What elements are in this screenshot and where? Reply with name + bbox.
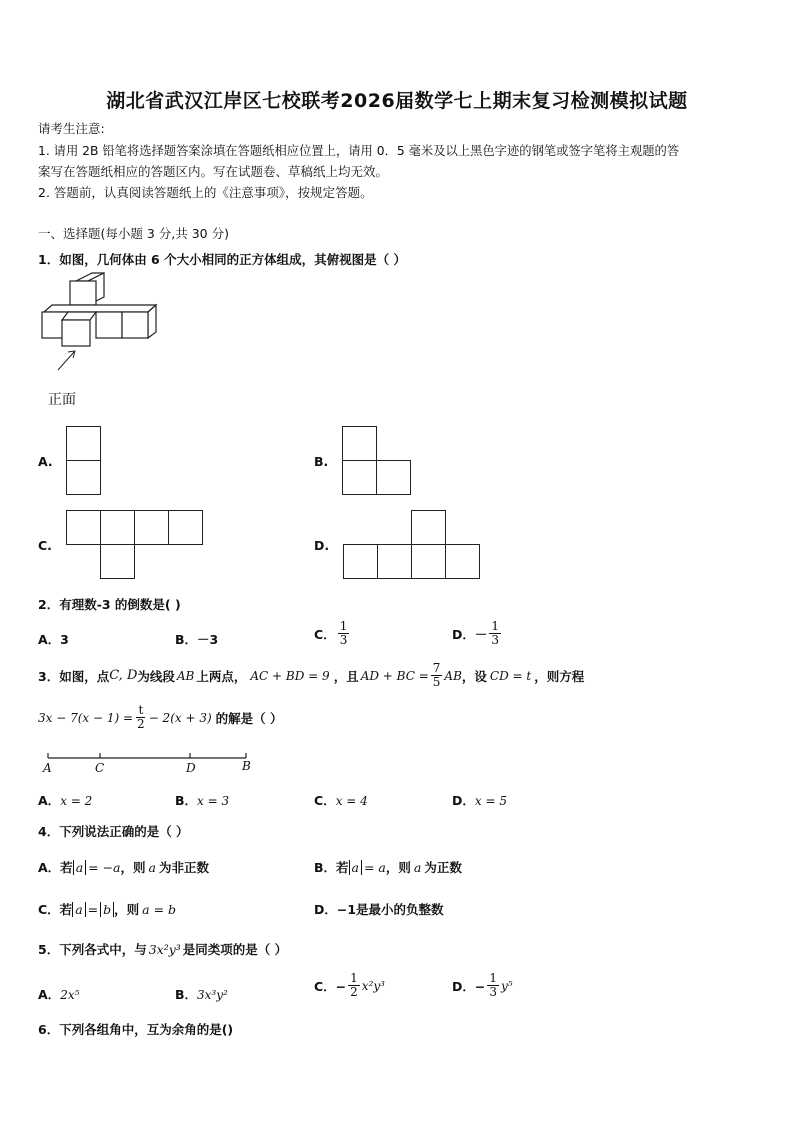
option-text: ，则 [120, 860, 146, 875]
segment-label-d: D [186, 761, 196, 775]
q1-solid-figure [38, 272, 168, 382]
fraction-numerator: 1 [350, 971, 358, 985]
q3-stem-part: ，则方程 [534, 668, 585, 684]
option-letter: A． [38, 793, 61, 808]
option-var: a [148, 859, 156, 875]
notice-item1-line2: 案写在答题纸相应的答题区内。写在试题卷、草稿纸上均无效。 [38, 164, 389, 179]
q1-option-d-label[interactable]: D. [314, 538, 330, 553]
absolute-value: b [100, 902, 114, 917]
segment-label-c: C [95, 761, 105, 775]
option-value: x = 4 [335, 794, 368, 808]
fraction-numerator: 1 [339, 619, 348, 633]
q5-stem-post: 是同类项的是（ ） [182, 942, 288, 957]
grid-cell [100, 544, 135, 579]
option-letter: B． [175, 987, 198, 1002]
fraction-denominator: 3 [491, 633, 500, 647]
q2-option-c[interactable] [314, 620, 351, 647]
absolute-value: a [72, 902, 85, 917]
fraction [338, 620, 350, 647]
grid-cell [66, 510, 101, 545]
q1-stem: 1．如图，几何体由 6 个大小相同的正方体组成，其俯视图是（ ） [38, 252, 406, 267]
grid-cell [100, 510, 135, 545]
grid-cell [411, 510, 446, 545]
q3-equation-1: AC + BD = 9 [250, 668, 330, 683]
fraction-numerator: 1 [489, 971, 497, 985]
option-text: ，则 [114, 902, 140, 917]
q6-stem: 6．下列各组角中，互为余角的是() [38, 1022, 234, 1037]
option-math: = a [363, 859, 386, 875]
grid-cell [66, 426, 101, 461]
fraction-denominator: 2 [137, 717, 145, 731]
q3-segment: AB [176, 668, 195, 683]
q4-option-a[interactable] [38, 858, 209, 876]
q3-option-a[interactable] [38, 791, 92, 809]
q4-option-c[interactable] [38, 900, 176, 918]
option-var: a [413, 859, 422, 875]
q2-stem: 2．有理数-3 的倒数是( ) [38, 597, 181, 612]
q3-stem-part: ，且 [333, 668, 359, 684]
option-text: ，则 [385, 860, 411, 875]
section-heading: 一、选择题(每小题 3 分,共 30 分) [38, 226, 229, 241]
segment-label-a: A [43, 761, 52, 775]
grid-cell [377, 544, 412, 579]
fraction [348, 972, 360, 999]
q3-option-b[interactable] [175, 791, 229, 809]
q4-option-b[interactable] [314, 858, 462, 876]
option-letter: D． [452, 793, 475, 808]
option-text: B．若 [314, 860, 349, 875]
segment-label-b: B [242, 759, 251, 773]
grid-cell [66, 460, 101, 495]
grid-cell [134, 510, 169, 545]
fraction-numerator: t [138, 703, 144, 717]
option-letter: B． [175, 793, 198, 808]
q5-stem [38, 940, 287, 958]
q3-equation-3: CD = t [489, 668, 532, 683]
front-view-label: 正面 [48, 392, 76, 408]
q3-option-c[interactable] [314, 791, 368, 809]
q4-stem: 4．下列说法正确的是（ ） [38, 824, 189, 839]
fraction-denominator: 5 [432, 675, 441, 689]
q3-equation-left: 3x − 7(x − 1) = [38, 710, 134, 725]
fraction [135, 704, 147, 731]
q4-option-d[interactable]: D．−1是最小的负整数 [314, 902, 444, 917]
q3-stem-part: 为线段 [137, 668, 175, 684]
option-value: 3x³y² [197, 988, 228, 1002]
fraction [489, 620, 501, 647]
option-letter: C． [314, 793, 336, 808]
q2-option-a[interactable]: A．3 [38, 632, 69, 647]
q3-equation-2-right: AB [444, 668, 462, 683]
q5-option-d[interactable] [452, 972, 513, 999]
q5-option-a[interactable] [38, 985, 79, 1003]
fraction-denominator: 3 [489, 985, 497, 999]
page-title: 湖北省武汉江岸区七校联考2026届数学七上期末复习检测模拟试题 [106, 90, 688, 112]
fraction-numerator: 1 [491, 619, 500, 633]
q3-equation [38, 704, 283, 731]
q5-stem-pre: 5．下列各式中，与 [38, 942, 147, 957]
grid-cell [445, 544, 480, 579]
grid-cell [343, 544, 378, 579]
option-text: 为非正数 [158, 860, 209, 875]
option-text: A．若 [38, 860, 73, 875]
fraction-numerator: 7 [432, 661, 441, 675]
q3-stem-part: 3．如图，点 [38, 668, 110, 684]
q3-equation-tail: 的解是（ ） [215, 710, 283, 726]
q3-option-d[interactable] [452, 791, 507, 809]
q3-stem-part: ，设 [461, 668, 487, 684]
option-letter: D．− [452, 978, 486, 994]
grid-cell [342, 426, 377, 461]
q3-stem [38, 662, 584, 689]
q2-option-b[interactable]: B．－3 [175, 632, 219, 647]
option-text: 为正数 [424, 860, 462, 875]
option-math: = −a [88, 859, 121, 875]
q3-equation-2-left: AD + BC = [360, 668, 429, 683]
notice-heading: 请考生注意: [38, 121, 105, 136]
q1-option-c-label[interactable]: C. [38, 538, 52, 553]
q2-option-d[interactable] [452, 620, 503, 647]
q1-option-b-label[interactable]: B. [314, 454, 329, 469]
q3-stem-part: 上两点， [196, 668, 247, 684]
fraction [431, 662, 443, 689]
option-letter: C．− [314, 978, 347, 994]
absolute-value: a [349, 860, 362, 875]
option-text: C．若 [38, 902, 73, 917]
option-letter: A． [38, 987, 61, 1002]
q5-option-c[interactable] [314, 972, 385, 999]
fraction-denominator: 3 [339, 633, 348, 647]
option-math: a = b [142, 901, 177, 917]
option-value: x = 3 [197, 794, 230, 808]
absolute-value: a [73, 860, 86, 875]
option-value: y⁵ [501, 978, 513, 993]
q2-option-d-prefix: D．－ [452, 626, 488, 642]
q5-stem-expression: 3x²y³ [148, 941, 181, 957]
notice-item2: 2. 答题前，认真阅读答题纸上的《注意事项》，按规定答题。 [38, 185, 373, 200]
grid-cell [168, 510, 203, 545]
fraction [487, 972, 499, 999]
option-value: x²y³ [361, 978, 385, 993]
option-value: x = 5 [474, 794, 507, 808]
q2-option-c-prefix: C． [314, 626, 336, 642]
q3-equation-right: − 2(x + 3) [148, 710, 212, 725]
grid-cell [411, 544, 446, 579]
grid-cell [342, 460, 377, 495]
option-value: x = 2 [60, 794, 93, 808]
q3-points: C, D [109, 668, 138, 683]
fraction-denominator: 2 [350, 985, 358, 999]
q3-segment-figure [40, 750, 260, 780]
grid-cell [376, 460, 411, 495]
q5-option-b[interactable] [175, 985, 228, 1003]
option-value: 2x⁵ [60, 988, 80, 1002]
q1-option-a-label[interactable]: A. [38, 454, 53, 469]
option-math: = [87, 901, 99, 917]
notice-item1-line1: 1. 请用 2B 铅笔将选择题答案涂填在答题纸相应位置上，请用 0．5 毫米及以上黑色字迹的钢笔或签字笔将主观题的答 [38, 144, 680, 158]
